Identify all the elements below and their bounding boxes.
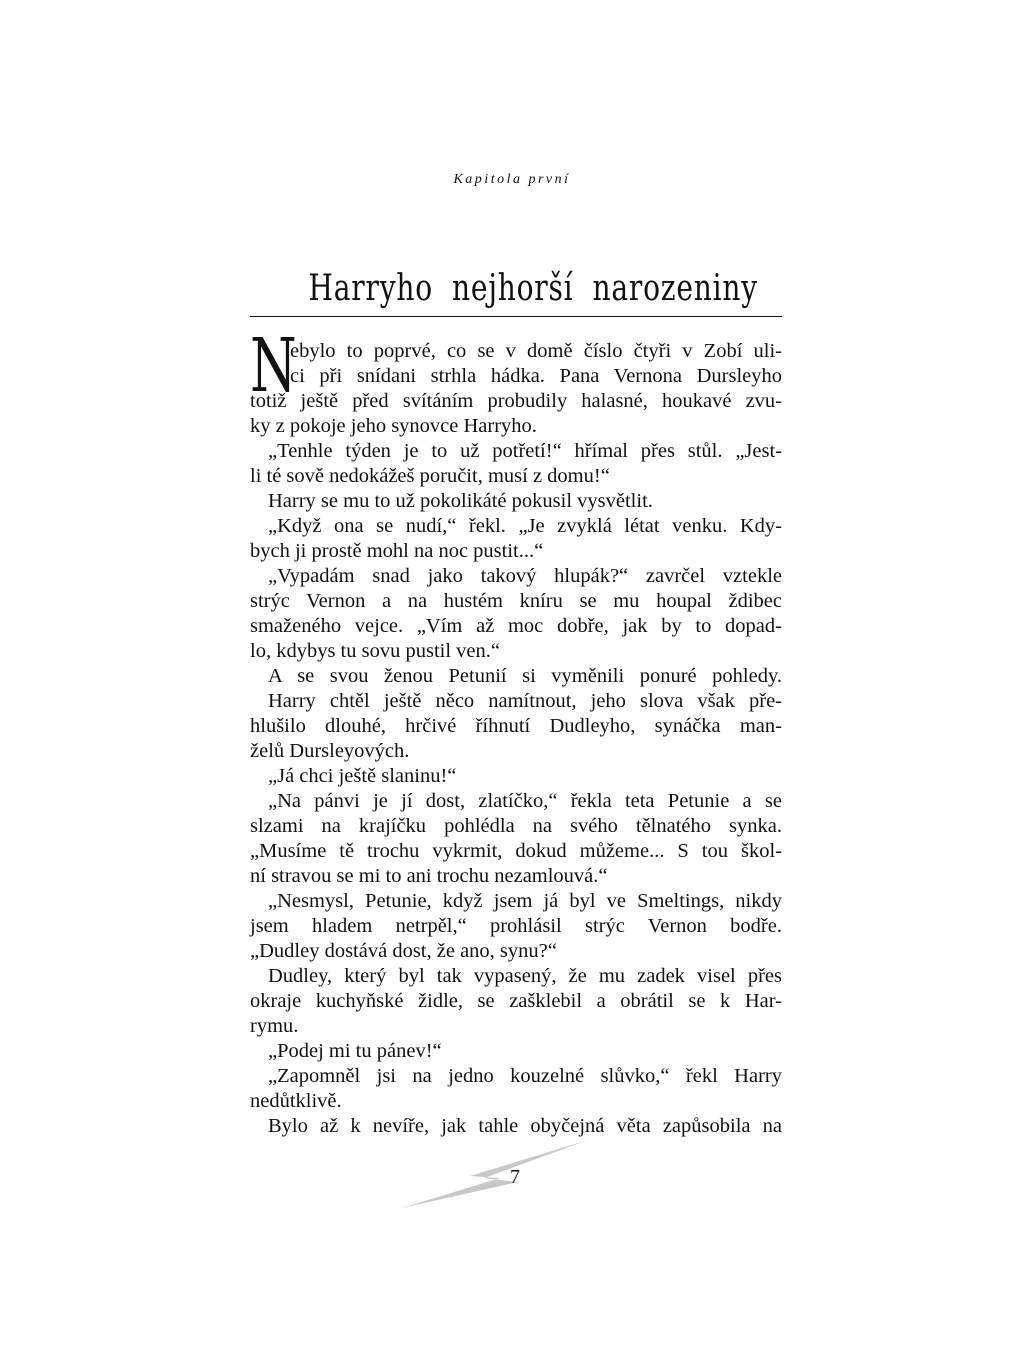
text-line: rymu. [250,1015,299,1037]
text-line: „Já chci ještě slaninu!“ [268,765,457,787]
text-line: li té sově nedokážeš poručit, musí z domu!“ [250,465,610,487]
chapter-title: Harryho nejhorší narozeniny [308,268,758,309]
text-line: ebylo to poprvé, co se v domě číslo čtyři v Zobí uli- [290,340,782,362]
page-number: 7 [510,1166,520,1188]
text-line: totiž ještě před svítáním probudily halasné, houkavé zvu- [250,390,782,412]
text-line: „Vypadám snad jako takový hlupák?“ zavrčel vztekle [268,565,782,587]
text-line: ci při snídani strhla hádka. Pana Vernona Dursleyho [290,365,782,387]
text-line: strýc Vernon a na hustém kníru se mu houpal ždibec [250,590,782,612]
text-line: „Na pánvi je jí dost, zlatíčko,“ řekla teta Petunie a se [268,790,782,812]
text-line: ky z pokoje jeho synovce Harryho. [250,415,537,437]
text-line: Bylo až k nevíře, jak tahle obyčejná věta zapůsobila na [268,1115,782,1137]
drop-cap: N [250,323,297,409]
text-line: Harry se mu to už pokolikáté pokusil vysvětlit. [268,490,653,512]
text-line: „Musíme tě trochu vykrmit, dokud můžeme... S tou škol- [250,840,782,862]
title-rule [250,316,782,317]
text-line: Dudley, který byl tak vypasený, že mu zadek visel přes [268,965,782,987]
text-line: lo, kdybys tu sovu pustil ven.“ [250,640,500,662]
text-line: smaženého vejce. „Vím až moc dobře, jak by to dopad- [250,615,782,637]
text-line: okraje kuchyňské židle, se zašklebil a obrátil se k Har- [250,990,782,1012]
text-line: „Nesmysl, Petunie, když jsem já byl ve Smeltings, nikdy [268,890,782,912]
text-line: „Dudley dostává dost, že ano, synu?“ [250,940,557,962]
text-line: Harry chtěl ještě něco namítnout, jeho slova však pře- [268,690,782,712]
text-line: bych ji prostě mohl na noc pustit...“ [250,540,544,562]
body-text [250,339,782,1139]
text-line: nedůtklivě. [250,1090,342,1112]
chapter-label: Kapitola první [453,172,571,187]
text-line: „Podej mi tu pánev!“ [268,1040,442,1062]
text-line: slzami na krajíčku pohlédla na svého tělnatého synka. [250,815,782,837]
text-line: „Když ona se nudí,“ řekl. „Je zvyklá létat venku. Kdy- [268,515,782,537]
text-line: jsem hladem netrpěl,“ prohlásil strýc Vernon bodře. [250,915,782,937]
text-line: A se svou ženou Petunií si vyměnili ponuré pohledy. [268,665,782,687]
text-line: ní stravou se mi to ani trochu nezamlouvá.“ [250,865,608,887]
text-line: želů Dursleyových. [250,740,410,762]
text-line: „Tenhle týden je to už potřetí!“ hřímal přes stůl. „Jest- [268,440,782,462]
text-line: hlušilo dlouhé, hrčivé říhnutí Dudleyho, synáčka man- [250,715,782,737]
text-line: „Zapomněl jsi na jedno kouzelné slůvko,“ řekl Harry [268,1065,782,1087]
